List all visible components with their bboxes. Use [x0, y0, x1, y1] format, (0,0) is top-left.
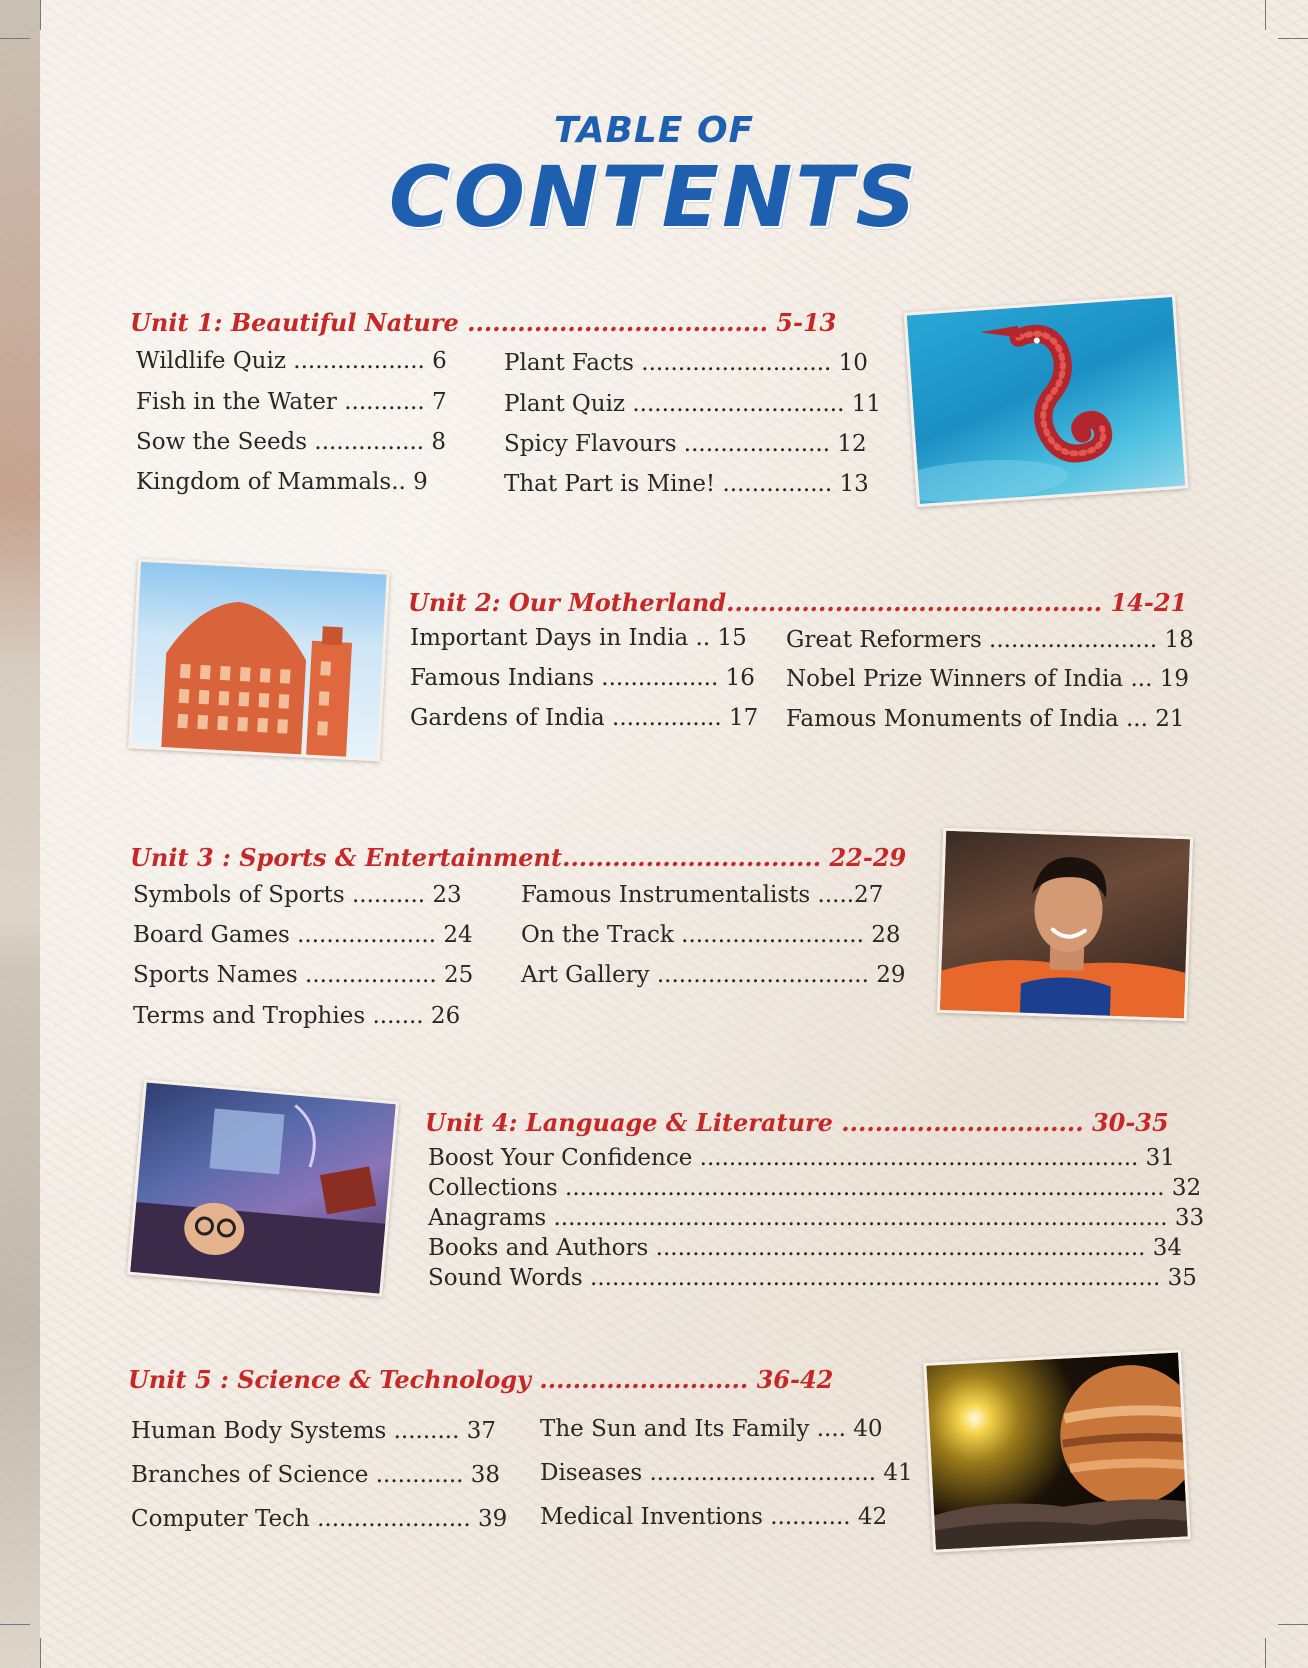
crop-mark — [1278, 1624, 1308, 1625]
toc-entry: Collections .................................................................................. 32 — [428, 1175, 1202, 1201]
crop-mark — [40, 1638, 41, 1668]
planet-photo — [923, 1349, 1191, 1552]
toc-entry: Great Reformers ....................... 18 — [786, 627, 1194, 653]
toc-entry: Boost Your Confidence ............................................................ 31 — [428, 1145, 1175, 1171]
left-edge-image-strip — [0, 0, 40, 1668]
unit-5-heading: Unit 5 : Science & Technology ......................... 36-42 — [128, 1365, 834, 1394]
toc-entry: Symbols of Sports .......... 23 — [133, 882, 462, 908]
toc-entry: Books and Authors ................................................................... 34 — [428, 1235, 1183, 1261]
page-title — [0, 110, 1308, 246]
seahorse-illustration — [907, 297, 1189, 508]
fantasy-illustration — [130, 1082, 399, 1296]
toc-entry: Art Gallery ............................. 29 — [521, 962, 906, 988]
unit-4-heading: Unit 4: Language & Literature ............................. 30-35 — [425, 1108, 1169, 1137]
unit-2-heading: Unit 2: Our Motherland............................................. 14-21 — [408, 588, 1188, 617]
toc-entry: Famous Instrumentalists .....27 — [521, 882, 884, 908]
toc-entry: Famous Indians ................ 16 — [410, 665, 755, 691]
crop-mark — [1278, 38, 1308, 39]
hawa-mahal-photo — [128, 559, 390, 762]
toc-entry: Human Body Systems ......... 37 — [131, 1418, 497, 1444]
crop-mark — [0, 1624, 30, 1625]
toc-entry: Plant Quiz ............................. 11 — [504, 391, 881, 417]
cricketer-photo — [937, 828, 1193, 1022]
toc-entry: Nobel Prize Winners of India ... 19 — [786, 666, 1189, 692]
crop-mark — [0, 38, 30, 39]
toc-entry: Diseases ............................... 41 — [540, 1460, 913, 1486]
toc-entry: The Sun and Its Family .... 40 — [540, 1416, 883, 1442]
toc-entry: Terms and Trophies ....... 26 — [133, 1003, 461, 1029]
toc-entry: Important Days in India .. 15 — [410, 625, 747, 651]
title-line-2: CONTENTS — [388, 148, 920, 246]
toc-entry: Sow the Seeds ............... 8 — [136, 429, 447, 455]
toc-entry: Fish in the Water ........... 7 — [136, 389, 447, 415]
toc-entry: Branches of Science ............ 38 — [131, 1462, 501, 1488]
toc-entry: Famous Monuments of India ... 21 — [786, 706, 1185, 732]
seahorse-photo — [904, 294, 1189, 507]
cricketer-illustration — [940, 831, 1193, 1022]
toc-entry: Sound Words .............................................................................. 35 — [428, 1265, 1197, 1291]
toc-entry: That Part is Mine! ............... 13 — [504, 471, 869, 497]
title-line-1: TABLE OF — [553, 110, 755, 151]
toc-entry: Medical Inventions ........... 42 — [540, 1504, 888, 1530]
planet-illustration — [926, 1352, 1190, 1552]
toc-entry: Spicy Flavours .................... 12 — [504, 431, 867, 457]
unit-3-heading: Unit 3 : Sports & Entertainment............................... 22-29 — [130, 843, 907, 872]
palace-illustration — [131, 562, 390, 762]
toc-entry: Board Games ................... 24 — [133, 922, 473, 948]
toc-entry: Kingdom of Mammals.. 9 — [136, 469, 428, 495]
toc-entry: Computer Tech ..................... 39 — [131, 1506, 508, 1532]
unit-1-heading: Unit 1: Beautiful Nature .................................... 5-13 — [130, 308, 837, 337]
fantasy-book-photo — [127, 1079, 399, 1297]
toc-entry: Gardens of India ............... 17 — [410, 705, 759, 731]
toc-entry: On the Track ......................... 28 — [521, 922, 901, 948]
toc-entry: Anagrams .................................................................................... 33 — [428, 1205, 1205, 1231]
crop-mark — [1265, 1638, 1266, 1668]
toc-entry: Wildlife Quiz .................. 6 — [136, 348, 447, 374]
toc-entry: Plant Facts .......................... 10 — [504, 350, 868, 376]
crop-mark — [1265, 0, 1266, 30]
crop-mark — [40, 0, 41, 30]
toc-entry: Sports Names .................. 25 — [133, 962, 474, 988]
